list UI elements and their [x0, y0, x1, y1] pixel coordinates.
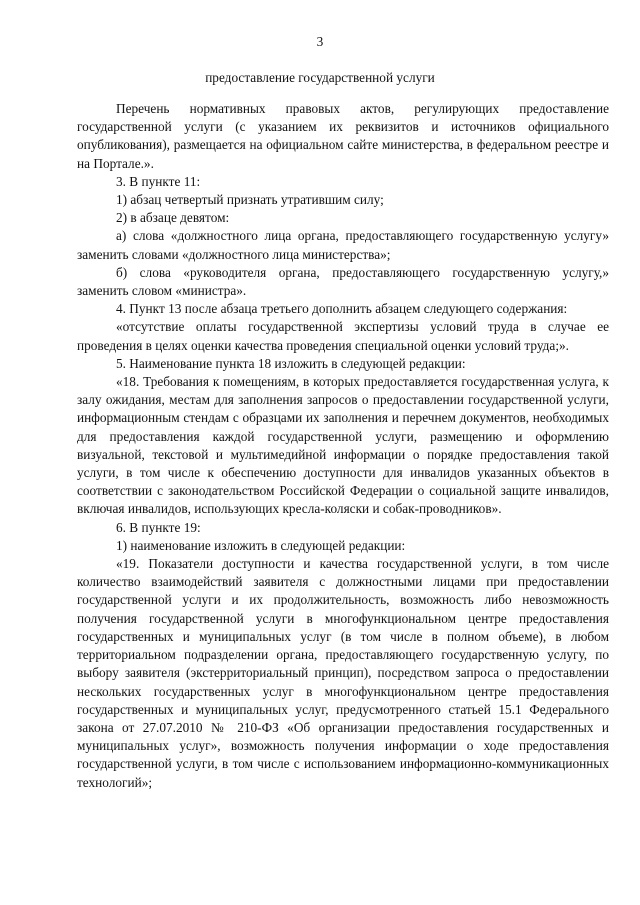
- page-heading: предоставление государственной услуги: [205, 70, 435, 85]
- page-number: 3: [316, 34, 324, 49]
- paragraph: «19. Показатели доступности и качества государственной услуги, в том числе количество взаимодействий заявителя с должностными лицами при предоставлении государственной услуги и их продолжительность, возможность либо невозможность получения государственной услуги в многофункциональном центре предоставления государственных и муниципальных услуг (в том числе в полном объеме), в любом территориальном подразделении органа, предоставляющего государственную услугу, по выбору заявителя (экстерриториальный принцип), посредством запроса о предоставлении нескольких государственных услуг в многофункциональном центре предоставления государственных и муниципальных услуг, предусмотренного статьей 15.1 Федерального закона от 27.07.2010 № 210-ФЗ «Об организации предоставления государственных и муниципальных услуг», возможность получения информации о ходе предоставления государственной услуги, в том числе с использованием информационно-коммуникационных технологий»;: [77, 556, 609, 790]
- paragraph: 3. В пункте 11:: [116, 173, 201, 189]
- paragraph: 4. Пункт 13 после абзаца третьего дополнить абзацем следующего содержания:: [116, 301, 568, 317]
- paragraph: «18. Требования к помещениям, в которых предоставляется государственная услуга, к залу ожидания, местам для заполнения запросов о предоставлении государственной услуги, информационным стендам с образцами их заполнения и перечнем документов, необходимых для предоставления каждой государственной услуги, размещению и оформлению визуальной, текстовой и мультимедийной информации о порядке предоставления такой услуги, в том числе к обеспечению доступности для инвалидов указанных объектов в соответствии с законодательством Российской Федерации о социальной защите инвалидов, включая инвалидов, использующих кресла-коляски и собак-проводников».: [77, 374, 609, 517]
- paragraph: 2) в абзаце девятом:: [116, 210, 230, 226]
- paragraph: 1) наименование изложить в следующей редакции:: [116, 537, 406, 553]
- paragraph: а) слова «должностного лица органа, предоставляющего государственную услугу» заменить словами «должностного лица министерства»;: [77, 228, 609, 262]
- paragraph: 6. В пункте 19:: [116, 519, 201, 535]
- document-body: [77, 100, 609, 792]
- paragraph: 1) абзац четвертый признать утратившим силу;: [116, 192, 384, 208]
- paragraph: «отсутствие оплаты государственной экспертизы условий труда в случае ее проведения в целях оценки качества проведения специальной оценки условий труда;».: [77, 319, 609, 353]
- paragraph: 5. Наименование пункта 18 изложить в следующей редакции:: [116, 355, 466, 371]
- paragraph: Перечень нормативных правовых актов, регулирующих предоставление государственной услуги (с указанием их реквизитов и источников официального опубликования), размещается на официальном сайте министерства, в федеральном реестре и на Портале.».: [77, 101, 609, 171]
- paragraph: б) слова «руководителя органа, предоставляющего государственную услугу,» заменить словом «министра».: [77, 264, 609, 299]
